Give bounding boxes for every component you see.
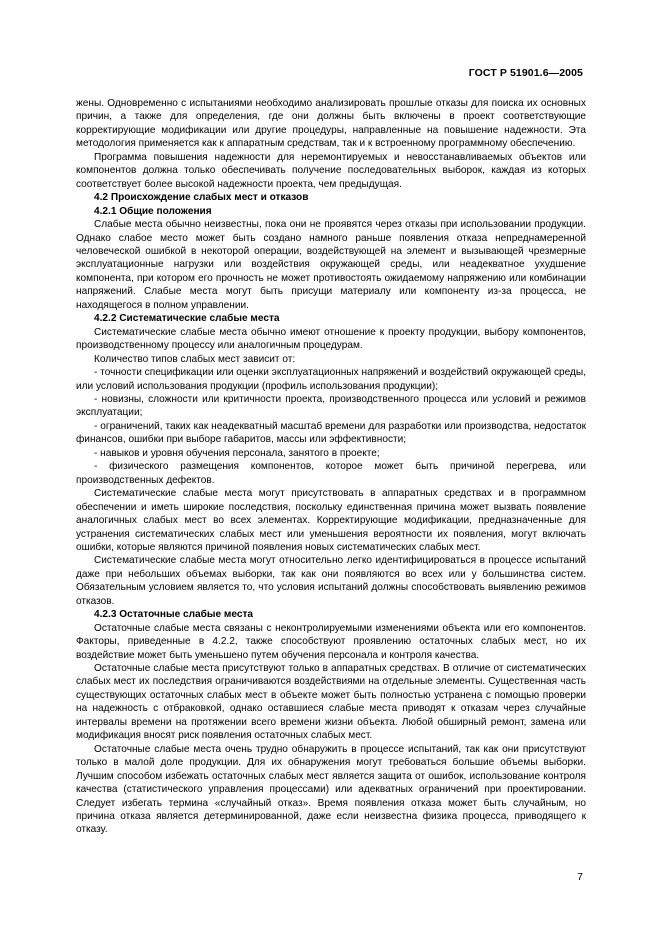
body-paragraph: Слабые места обычно неизвестны, пока они не проявятся через отказы при использовании продукции. Однако слабое место может быть создано намного раньше появления отказа непреднамеренной человеческой ошибкой в некоторой операции, воздействующей на элемент и вызывающей чрезмерные эксплуатационные нагрузки или воздействия окружающей среды, или неадекватное ухудшение компонента, при котором его прочность не может противостоять ожидаемому напряжению или комбинации напряжений. Слабые места могут быть присущи материалу или компоненту из-за процесса, не находящегося в полном управлении. — [76, 219, 586, 311]
body-paragraph: Систематические слабые места могут присутствовать в аппаратных средствах и в программном обеспечении и иметь широкие последствия, поскольку единственная причина может вызвать появление аналогичных слабых мест во всех элементах. Корректирующие модификации, предназначенные для устранения систематических слабых мест или уменьшения вероятности их появления, могут включать ошибки, которые являются причиной появления новых систематических слабых мест. — [76, 488, 586, 553]
document-header: ГОСТ Р 51901.6—2005 — [468, 67, 583, 79]
body-paragraph: жены. Одновременно с испытаниями необходимо анализировать прошлые отказы для поиска их основных причин, а также для определения, где они должны быть включены в проект соответствующие корректирующие модификации или другие процедуры, направленные на повышение надежности. Эта методология применяется как к аппаратным средствам, так и к встроенному программному обеспечению. — [76, 98, 586, 150]
body-paragraph: - навыков и уровня обучения персонала, занятого в проекте; — [94, 447, 380, 459]
section-heading: 4.2.2 Систематические слабые места — [94, 313, 280, 325]
page-number: 7 — [577, 871, 583, 883]
body-paragraph: Количество типов слабых мест зависит от: — [94, 353, 296, 365]
body-paragraph: Систематические слабые места могут относительно легко идентифицироваться в процессе испытаний даже при небольших объемах выборки, так как они появляются во всех или у большинства систем. Обязательным условием является то, что условия испытаний должны способствовать выявлению режимов отказов. — [76, 555, 586, 607]
section-heading: 4.2.1 Общие положения — [94, 205, 212, 217]
body-paragraph: - новизны, сложности или критичности проекта, производственного процесса или условий и режимов эксплуатации; — [76, 393, 586, 419]
body-paragraph: - ограничений, таких как неадекватный масштаб времени для разработки или производства, недостаток финансов, ошибки при выборе габаритов, массы или эффективности; — [76, 420, 586, 446]
body-paragraph: Остаточные слабые места очень трудно обнаружить в процессе испытаний, так как они присутствуют только в малой доле продукции. Для их обнаружения могут требоваться большие объемы выборки. Лучшим способом избежать остаточных слабых мест является защита от ошибок, использование контроля качества (статистического управления процессами) или адекватных ограничений при проектировании. Следует избегать термина «случайный отказ». Время появления отказа может быть случайным, но причина отказа является детерминированной, даже если неизвестна физика процесса, приводящего к отказу. — [76, 743, 586, 836]
document-body — [76, 97, 586, 837]
body-paragraph: Систематические слабые места обычно имеют отношение к проекту продукции, выбору компонентов, производственному процессу или аналогичным процедурам. — [76, 326, 586, 352]
body-paragraph: Остаточные слабые места связаны с неконтролируемыми изменениями объекта или его компонентов. Факторы, приведенные в 4.2.2, также способствуют проявлению остаточных слабых мест, но их воздействие может быть уменьшено путем обучения персонала и контроля качества. — [76, 622, 586, 661]
section-heading: 4.2 Происхождение слабых мест и отказов — [94, 192, 309, 204]
body-paragraph: Программа повышения надежности для неремонтируемых и невосстанавливаемых объектов или компонентов должна только обеспечивать получение последовательных выборок, каждая из которых соответствует более высокой надежности проекта, чем предыдущая. — [76, 151, 586, 190]
section-heading: 4.2.3 Остаточные слабые места — [94, 609, 254, 621]
body-paragraph: - точности спецификации или оценки эксплуатационных напряжений и воздействий окружающей среды, или условий использования продукции (профиль использования продукции); — [76, 367, 586, 392]
body-paragraph: - физического размещения компонентов, которое может быть причиной перегрева, или производственных дефектов. — [76, 461, 586, 486]
body-paragraph: Остаточные слабые места присутствуют только в аппаратных средствах. В отличие от систематических слабых мест их последствия ограничиваются воздействиями на отдельные элементы. Существенная часть существующих остаточных слабых мест в объекте может быть полностью устранена с помощью проверки на надежность с отбраковкой, однако оставшиеся слабые места приводят к отказам через случайные интервалы времени на протяжении всего времени жизни объекта. Любой обширный ремонт, замена или модификация вносят риск появления остаточных слабых мест. — [76, 663, 586, 742]
